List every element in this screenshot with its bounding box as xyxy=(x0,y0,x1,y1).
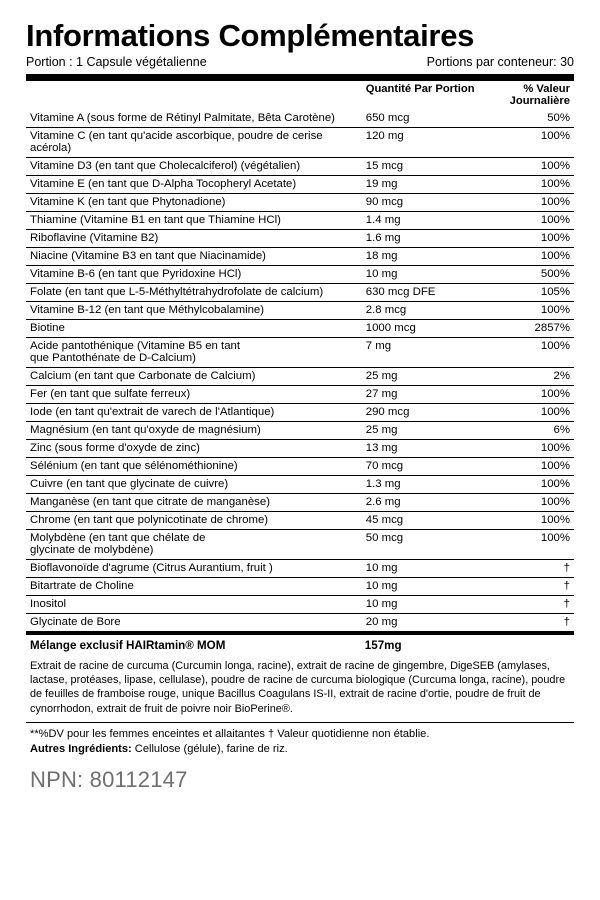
nutrient-amount: 10 mg xyxy=(366,265,481,283)
nutrient-name: Bioflavonoïde d'agrume (Citrus Aurantium, fruit ) xyxy=(26,559,366,577)
nutrient-amount: 1000 mcg xyxy=(366,319,481,337)
nutrient-amount: 1.6 mg xyxy=(366,229,481,247)
nutrient-daily-value: 100% xyxy=(481,127,574,157)
table-row xyxy=(26,439,574,457)
nutrient-daily-value: 105% xyxy=(481,283,574,301)
nutrient-name: Vitamine A (sous forme de Rétinyl Palmitate, Bêta Carotène) xyxy=(26,110,366,128)
nutrient-amount: 7 mg xyxy=(366,337,481,367)
nutrient-name: Vitamine B-6 (en tant que Pyridoxine HCl) xyxy=(26,265,366,283)
header-name xyxy=(26,81,366,110)
nutrient-name: Manganèse (en tant que citrate de manganèse) xyxy=(26,493,366,511)
table-row xyxy=(26,211,574,229)
nutrient-daily-value: 100% xyxy=(481,439,574,457)
table-row xyxy=(26,403,574,421)
header-thick-divider xyxy=(26,74,574,81)
table-row xyxy=(26,493,574,511)
table-row xyxy=(26,337,574,367)
nutrient-amount: 45 mcg xyxy=(366,511,481,529)
table-row xyxy=(26,229,574,247)
nutrient-name: Cuivre (en tant que glycinate de cuivre) xyxy=(26,475,366,493)
table-row xyxy=(26,110,574,128)
blend-description: Extrait de racine de curcuma (Curcumin longa, racine), extrait de racine de gingembre, DigeSEB (amylases, lactase, protéases, lipase, cellulase), poudre de racine de curcuma biologique (Curcuma longa, racine), poudre de feuilles de framboise rouge, unique Bacillus Coagulans IS-II, extrait de racine d'ortie, poudre de fruit de cynorrhodon, extrait de fruit de poivre noir BioPerine®. xyxy=(30,659,566,715)
nutrient-amount: 2.8 mcg xyxy=(366,301,481,319)
blend-name: Mélange exclusif HAIRtamin® MOM xyxy=(30,638,226,652)
nutrient-name: Bitartrate de Choline xyxy=(26,577,366,595)
nutrient-amount: 27 mg xyxy=(366,385,481,403)
nutrient-name: Acide pantothénique (Vitamine B5 en tant que Pantothénate de D-Calcium) xyxy=(26,337,366,367)
nutrient-daily-value: 500% xyxy=(481,265,574,283)
nutrient-name: Fer (en tant que sulfate ferreux) xyxy=(26,385,366,403)
table-row xyxy=(26,595,574,613)
table-row xyxy=(26,127,574,157)
nutrient-daily-value: 100% xyxy=(481,157,574,175)
nutrient-daily-value: 100% xyxy=(481,493,574,511)
nutrient-daily-value: 100% xyxy=(481,337,574,367)
page-title: Informations Complémentaires xyxy=(26,18,475,53)
nutrient-daily-value: † xyxy=(481,613,574,631)
nutrient-name: Vitamine D3 (en tant que Cholecalciferol) (végétalien) xyxy=(26,157,366,175)
nutrient-amount: 13 mg xyxy=(366,439,481,457)
nutrient-amount: 90 mcg xyxy=(366,193,481,211)
nutrient-name: Inositol xyxy=(26,595,366,613)
nutrient-amount: 19 mg xyxy=(366,175,481,193)
table-row xyxy=(26,157,574,175)
table-row xyxy=(26,511,574,529)
nutrient-daily-value: 2857% xyxy=(481,319,574,337)
header-amount: Quantité Par Portion xyxy=(365,83,475,96)
nutrient-name: Calcium (en tant que Carbonate de Calcium) xyxy=(26,367,366,385)
serving-size: Portion : 1 Capsule végétalienne xyxy=(26,54,207,69)
table-row xyxy=(26,283,574,301)
table-row xyxy=(26,613,574,631)
npn-number: NPN: 80112147 xyxy=(30,767,188,793)
nutrient-amount: 10 mg xyxy=(366,577,481,595)
nutrient-name: Zinc (sous forme d'oxyde de zinc) xyxy=(26,439,366,457)
nutrient-daily-value: 100% xyxy=(481,301,574,319)
nutrient-daily-value: 100% xyxy=(481,457,574,475)
table-row xyxy=(26,319,574,337)
nutrient-amount: 10 mg xyxy=(366,595,481,613)
nutrient-name: Riboflavine (Vitamine B2) xyxy=(26,229,366,247)
table-row xyxy=(26,529,574,559)
other-ingredients-value: Cellulose (gélule), farine de riz. xyxy=(131,743,288,756)
nutrient-amount: 50 mcg xyxy=(366,529,481,559)
nutrient-amount: 650 mcg xyxy=(366,110,481,128)
table-row xyxy=(26,385,574,403)
nutrient-name: Vitamine B-12 (en tant que Méthylcobalamine) xyxy=(26,301,366,319)
nutrient-amount: 290 mcg xyxy=(366,403,481,421)
nutrient-daily-value: 100% xyxy=(481,175,574,193)
nutrient-name: Vitamine E (en tant que D-Alpha Tocopheryl Acetate) xyxy=(26,175,366,193)
nutrient-daily-value: 100% xyxy=(481,475,574,493)
table-row xyxy=(26,577,574,595)
footnotes xyxy=(26,723,574,757)
nutrient-amount: 15 mcg xyxy=(366,157,481,175)
nutrient-amount: 70 mcg xyxy=(366,457,481,475)
nutrient-amount: 2.6 mg xyxy=(366,493,481,511)
table-row xyxy=(26,301,574,319)
serving-info xyxy=(26,55,574,72)
nutrient-name: Biotine xyxy=(26,319,366,337)
blend-amount: 157mg xyxy=(364,638,402,652)
nutrient-daily-value: 100% xyxy=(481,511,574,529)
table-row xyxy=(26,193,574,211)
nutrient-amount: 20 mg xyxy=(366,613,481,631)
footnote-dv: **%DV pour les femmes enceintes et allaitantes † Valeur quotidienne non établie. xyxy=(30,728,430,741)
nutrient-daily-value: 100% xyxy=(481,229,574,247)
table-header-row xyxy=(26,81,574,110)
table-row xyxy=(26,457,574,475)
nutrient-daily-value: 6% xyxy=(481,421,574,439)
nutrient-daily-value: 100% xyxy=(481,247,574,265)
nutrient-daily-value: 100% xyxy=(481,385,574,403)
nutrient-amount: 25 mg xyxy=(366,421,481,439)
nutrient-amount: 630 mcg DFE xyxy=(366,283,481,301)
nutrient-daily-value: 100% xyxy=(481,193,574,211)
nutrient-daily-value: 100% xyxy=(481,403,574,421)
nutrient-daily-value: † xyxy=(481,559,574,577)
nutrient-name: Molybdène (en tant que chélate de glycinate de molybdène) xyxy=(26,529,366,559)
nutrient-daily-value: 100% xyxy=(481,529,574,559)
nutrient-name: Glycinate de Bore xyxy=(26,613,366,631)
table-row xyxy=(26,175,574,193)
nutrient-amount: 120 mg xyxy=(366,127,481,157)
nutrient-amount: 18 mg xyxy=(366,247,481,265)
nutrient-daily-value: 50% xyxy=(481,110,574,128)
table-row xyxy=(26,367,574,385)
nutrition-table xyxy=(26,81,574,632)
table-row xyxy=(26,265,574,283)
servings-per-container: Portions par conteneur: 30 xyxy=(426,54,574,69)
nutrient-amount: 25 mg xyxy=(366,367,481,385)
nutrient-name: Folate (en tant que L-5-Méthyltétrahydrofolate de calcium) xyxy=(26,283,366,301)
other-ingredients xyxy=(30,742,570,757)
nutrient-name: Iode (en tant qu'extrait de varech de l'Atlantique) xyxy=(26,403,366,421)
table-row xyxy=(26,421,574,439)
header-dv: % Valeur Journalière xyxy=(509,83,570,108)
nutrient-name: Sélénium (en tant que sélénométhionine) xyxy=(26,457,366,475)
table-row xyxy=(26,475,574,493)
nutrient-name: Vitamine C (en tant qu'acide ascorbique, poudre de cerise acérola) xyxy=(26,127,366,157)
nutrient-amount: 10 mg xyxy=(366,559,481,577)
nutrient-name: Magnésium (en tant qu'oxyde de magnésium) xyxy=(26,421,366,439)
nutrient-daily-value: † xyxy=(481,577,574,595)
nutrient-name: Thiamine (Vitamine B1 en tant que Thiamine HCl) xyxy=(26,211,366,229)
nutrient-amount: 1.4 mg xyxy=(366,211,481,229)
nutrient-daily-value: 2% xyxy=(481,367,574,385)
nutrient-daily-value: 100% xyxy=(481,211,574,229)
proprietary-blend-row xyxy=(26,635,574,656)
table-row xyxy=(26,247,574,265)
table-row xyxy=(26,559,574,577)
nutrient-amount: 1.3 mg xyxy=(366,475,481,493)
nutrient-name: Chrome (en tant que polynicotinate de chrome) xyxy=(26,511,366,529)
nutrient-daily-value: † xyxy=(481,595,574,613)
other-ingredients-label: Autres Ingrédients: xyxy=(30,743,132,756)
nutrient-name: Vitamine K (en tant que Phytonadione) xyxy=(26,193,366,211)
nutrient-name: Niacine (Vitamine B3 en tant que Niacinamide) xyxy=(26,247,366,265)
